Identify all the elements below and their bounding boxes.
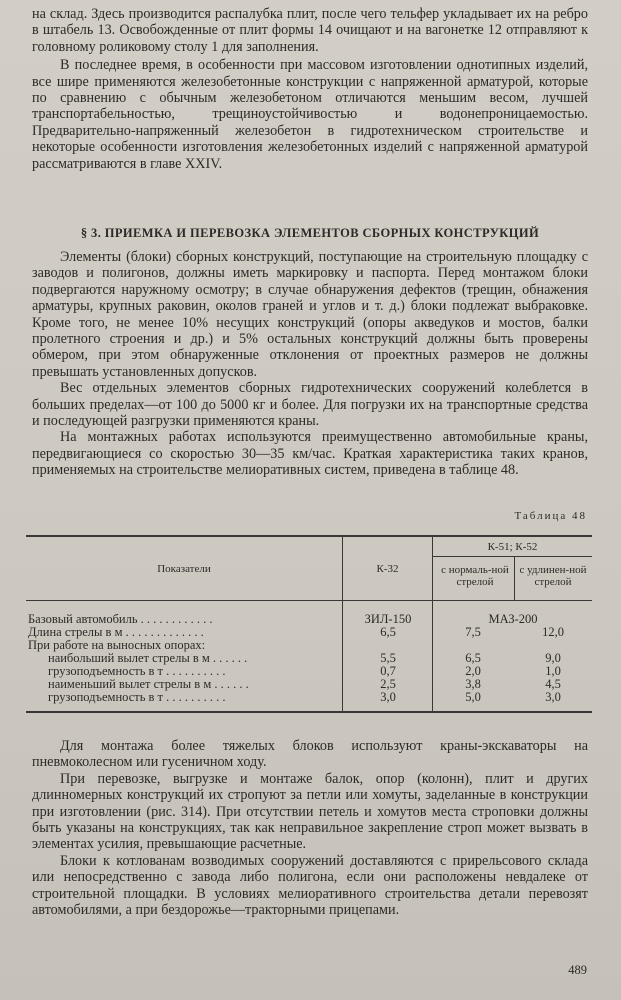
table-caption: Таблица 48: [514, 510, 587, 522]
paragraph-weight: Вес отдельных элементов сборных гидротехнических сооружений колеблется в больших пределах—от 100 до 5000 кг и более. Для погрузки их на транспортные средства и последующей разгрузки применяются краны.: [32, 380, 588, 430]
section-heading: § 3. ПРИЕМКА И ПЕРЕВОЗКА ЭЛЕМЕНТОВ СБОРНЫХ КОНСТРУКЦИЙ: [80, 226, 540, 240]
row-label-boom-length: Длина стрелы в м . . . . . . . . . . . . .: [28, 625, 204, 639]
row-label-min-reach: наименьший вылет стрелы в м . . . . . .: [48, 677, 249, 691]
paragraph-prestressed: В последнее время, в особенности при массовом изготовлении однотипных изделий, все шире применяются железобетонные конструкции с напряженной арматурой, которые по сравнению с обычным железобетоном отличаются меньшим весом, лучшей транспортабельностью, трещиноустойчивостью и водонепроницаемостью. Предварительно-напряженный железобетон в гидротехническом строительстве и некоторые особенности изготовления железобетонных изделий с напряженной арматурой рассматриваются в главе XXIV.: [32, 57, 588, 172]
row-label-capacity-2: грузоподъемность в т . . . . . . . . . .: [48, 690, 226, 704]
header-long-boom: с удлинен-ной стрелой: [519, 564, 587, 588]
cell-normal-min-reach: 3,8: [465, 677, 481, 691]
paragraph-inspection: Элементы (блоки) сборных конструкций, поступающие на строительную площадку с заводов и полигонов, должны иметь маркировку и паспорта. Перед монтажом блоки подвергаются наружному осмотру; в случае обнаружения дефектов (трещин, обнажения арматуры, крупных раковин, околов граней и углов и т. д.) блоки подлежат выбраковке. Кроме того, не менее 10% несущих конструкций (опоры акведуков и мостов, балки пролетного строения и др.) и 5% остальных конструкций должны быть проверены обмером, при этом обнаруженные отклонения от проектных размеров не должны превышать установленных допусков.: [32, 249, 588, 380]
table-subheader-rule: [432, 556, 592, 557]
table-col-divider-3: [514, 556, 515, 600]
row-label-max-reach: наибольший вылет стрелы в м . . . . . .: [48, 651, 248, 665]
header-normal-boom: с нормаль-ной стрелой: [441, 564, 509, 588]
page-number: 489: [568, 963, 587, 977]
table-bottom-rule: [26, 711, 592, 713]
row-label-base-vehicle: Базовый автомобиль . . . . . . . . . . . .: [28, 612, 213, 626]
bottom-text-block: [32, 738, 588, 918]
cell-long-min-reach: 4,5: [545, 677, 561, 691]
cell-normal-capacity-1: 2,0: [465, 664, 481, 678]
cell-k32-min-reach: 2,5: [380, 677, 396, 691]
cell-normal-max-reach: 6,5: [465, 651, 481, 665]
cell-k32-capacity-2: 3,0: [380, 690, 396, 704]
cell-long-boom: 12,0: [542, 625, 564, 639]
table-top-rule: [26, 535, 592, 537]
table-col-divider-2: [432, 536, 433, 711]
header-k51-k52: К-51; К-52: [487, 541, 538, 553]
paragraph-continuation: на склад. Здесь производится распалубка плит, после чего тельфер укладывает их на ребро в штабель 13. Освобожденные от плит формы 14 очищают и на вагонетке 12 отправляют к головному роликовому столу 1 для заполнения.: [32, 6, 588, 55]
paragraph-slinging: При перевозке, выгрузке и монтаже балок, опор (колонн), плит и других длинномерных конструкций их стропуют за петли или хомуты, заделанные в конструкции при изготовлении (рис. 314). При отсутствии петель и хомутов места строповки должны быть указаны на конструкциях, так как неправильное закрепление строп может вызвать в элементах усилия, превышающие расчетные.: [32, 770, 588, 853]
header-indicators: Показатели: [157, 563, 211, 575]
top-text-block: [32, 6, 588, 172]
cell-k32-capacity-1: 0,7: [380, 664, 396, 678]
cell-long-max-reach: 9,0: [545, 651, 561, 665]
cell-normal-boom: 7,5: [465, 625, 481, 639]
paragraph-excavators: Для монтажа более тяжелых блоков используют краны-экскаваторы на пневмоколесном или гусеничном ходу.: [32, 738, 588, 771]
section-text-block: [32, 249, 588, 479]
cell-k32-boom: 6,5: [380, 625, 396, 639]
header-k32: К-32: [376, 563, 399, 575]
table-header-rule: [26, 600, 592, 601]
cell-k51-base: МАЗ-200: [488, 612, 538, 626]
cell-k32-base: ЗИЛ-150: [364, 612, 412, 626]
paragraph-delivery: Блоки к котлованам возводимых сооружений доставляются с прирельсового склада или непосредственно с завода либо полигона, если они расположены невдалеке от строительной площадки. В условиях мелиоративного строительства детали перевозят автомобилями, а при бездорожье—тракторными прицепами.: [32, 852, 588, 919]
cell-normal-capacity-2: 5,0: [465, 690, 481, 704]
cell-k32-max-reach: 5,5: [380, 651, 396, 665]
row-label-capacity-1: грузоподъемность в т . . . . . . . . . .: [48, 664, 226, 678]
row-label-outriggers: При работе на выносных опорах:: [28, 638, 206, 652]
paragraph-cranes: На монтажных работах используются преимущественно автомобильные краны, передвигающиеся со скоростью 30—35 км/час. Краткая характеристика таких кранов, применяемых на строительстве мелиоративных систем, приведена в таблице 48.: [32, 429, 588, 479]
cell-long-capacity-1: 1,0: [545, 664, 561, 678]
cell-long-capacity-2: 3,0: [545, 690, 561, 704]
